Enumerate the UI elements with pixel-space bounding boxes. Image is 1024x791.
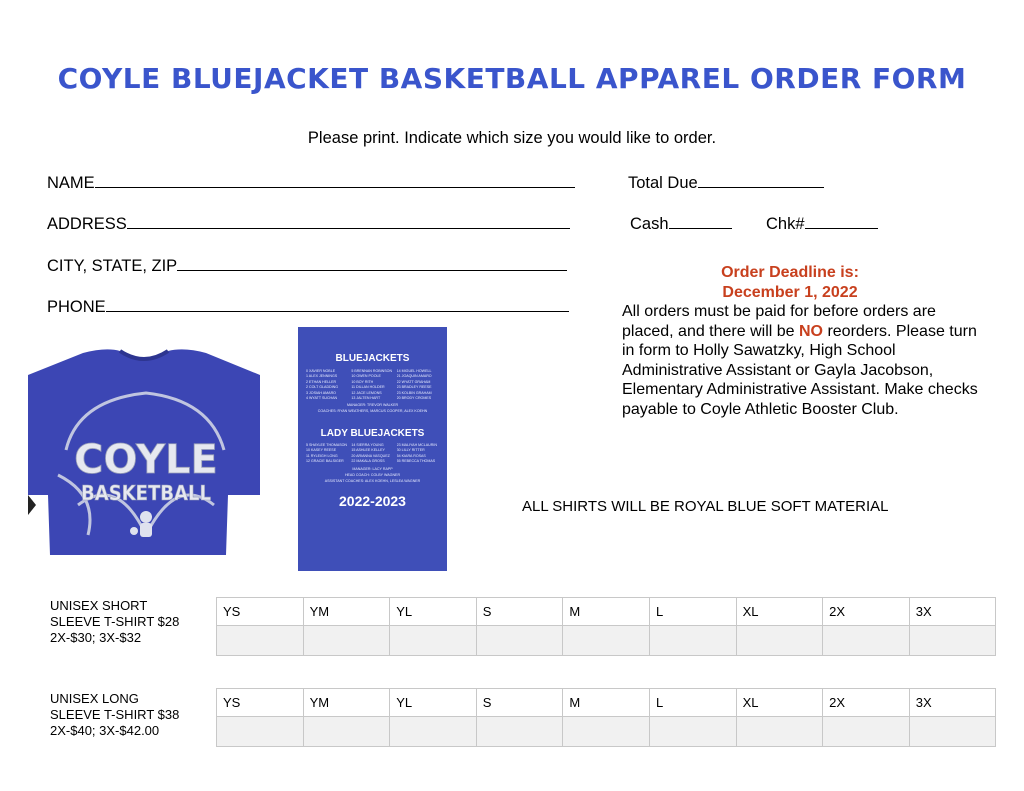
size-table-short-sleeve <box>216 597 996 656</box>
roster-player: 23 KOLBIN GRAHAM <box>396 390 432 395</box>
quantity-cell-yl[interactable] <box>390 717 477 747</box>
girls-head-coach: HEAD COACH: COLBY WAGNER <box>344 473 401 477</box>
check-line[interactable] <box>805 213 878 229</box>
quantity-cell-ym[interactable] <box>303 717 390 747</box>
quantity-cell-2x[interactable] <box>823 626 910 656</box>
quantity-cell-ys[interactable] <box>217 717 304 747</box>
total-due-line[interactable] <box>698 172 824 188</box>
size-header-3x: 3X <box>909 689 996 717</box>
size-header-yl: YL <box>390 689 477 717</box>
size-header-m: M <box>563 689 650 717</box>
city-state-zip-field[interactable] <box>47 255 567 276</box>
roster-player: 0 XAVIER NOBLE <box>306 369 336 373</box>
quantity-cell-3x[interactable] <box>909 626 996 656</box>
roster-player: 12 JACE LEMONS <box>351 390 382 395</box>
roster-player: 20 ARIANNA VASQUEZ <box>351 453 390 458</box>
size-header-2x: 2X <box>823 689 910 717</box>
roster-player: 3 JOSIAH AMARO <box>306 390 336 395</box>
name-label: NAME <box>47 174 95 192</box>
policy-part-2: reorders. Please turn in form to Holly Sawatzky, High School Administrative Assistant or Gayla Jacobson, Elementary Administrative Assistant. Make checks payable to Coyle Athletic Booster Club. <box>622 322 978 418</box>
roster-player: 30 LILLY RITTER <box>396 448 425 453</box>
product-label-line: SLEEVE T-SHIRT $38 <box>50 707 180 722</box>
boys-manager: MANAGER: TREVOR WALKER <box>346 403 399 407</box>
size-header-row <box>217 689 996 717</box>
quantity-cell-m[interactable] <box>563 717 650 747</box>
product-label-line: 2X-$30; 3X-$32 <box>50 630 142 645</box>
size-header-3x: 3X <box>909 598 996 626</box>
city-state-zip-line[interactable] <box>177 255 567 271</box>
roster-player: 55 REBECCA THOMAS <box>396 459 436 464</box>
check-label: Chk# <box>766 215 805 233</box>
quantity-cell-xl[interactable] <box>736 626 823 656</box>
quantity-cell-l[interactable] <box>649 626 736 656</box>
size-table-long-sleeve <box>216 688 996 747</box>
roster-player: 10 OWEN POOLE <box>351 374 381 379</box>
quantity-entry-row <box>217 717 996 747</box>
roster-player: 21 JOAQUIN AMARO <box>396 374 432 379</box>
quantity-cell-m[interactable] <box>563 626 650 656</box>
quantity-entry-row <box>217 626 996 656</box>
size-header-ym: YM <box>303 598 390 626</box>
roster-player: 13 JALTEN HART <box>351 396 381 401</box>
roster-player: 4 WYATT SUCHAN <box>306 396 338 401</box>
girls-assistant-coaches: ASSISTANT COACHES: ALEX KOEHN, LESLEA WAGNER <box>324 479 421 483</box>
size-header-ym: YM <box>303 689 390 717</box>
roster-player: 15 ASHLEE KELLEY <box>351 448 385 453</box>
roster-player: 23 BRADLEY REESE <box>396 385 432 390</box>
city-state-zip-label: CITY, STATE, ZIP <box>47 257 178 275</box>
size-header-l: L <box>649 689 736 717</box>
deadline-line-1: Order Deadline is: <box>721 264 859 281</box>
product-label-line: UNISEX SHORT <box>50 598 148 613</box>
order-deadline <box>620 263 960 303</box>
boys-coaches: COACHES: RYAN WEATHERS, MARCUS COOPER, ALEX KOEHN <box>317 409 428 413</box>
season-label: 2022-2023 <box>339 493 406 509</box>
size-header-m: M <box>563 598 650 626</box>
girls-roster-list <box>306 443 440 465</box>
roster-player: 2 ETHAN HELLER <box>306 379 337 384</box>
policy-part-1: All orders must be paid for before orders are placed, and there will be <box>622 303 936 340</box>
size-header-2x: 2X <box>823 598 910 626</box>
product-label-line: SLEEVE T-SHIRT $28 <box>50 614 180 629</box>
quantity-cell-2x[interactable] <box>823 717 910 747</box>
size-header-row <box>217 598 996 626</box>
roster-player: 10 BOY RITH <box>351 379 374 384</box>
policy-no-emphasis: NO <box>799 322 823 340</box>
roster-player: 5 SHAYLEE THOMASON <box>306 443 348 447</box>
size-header-xl: XL <box>736 598 823 626</box>
size-header-s: S <box>476 598 563 626</box>
roster-player: 5 BRENNAN ROBINSON <box>351 369 393 373</box>
instructions-text: Please print. Indicate which size you would like to order. <box>307 129 717 147</box>
total-due-label: Total Due <box>628 174 698 192</box>
product-label-long-sleeve <box>50 691 179 739</box>
size-header-s: S <box>476 689 563 717</box>
team-roster-poster <box>298 327 447 571</box>
size-header-yl: YL <box>390 598 477 626</box>
cash-line[interactable] <box>669 213 732 229</box>
tshirt-image <box>28 345 260 557</box>
boys-roster-title: BLUEJACKETS <box>335 353 410 364</box>
roster-player: 10 KASEY REESE <box>306 448 337 453</box>
boys-roster-list <box>306 369 440 401</box>
quantity-cell-ym[interactable] <box>303 626 390 656</box>
address-label: ADDRESS <box>47 215 127 233</box>
size-header-xl: XL <box>736 689 823 717</box>
quantity-cell-xl[interactable] <box>736 717 823 747</box>
page-title: COYLE BLUEJACKET BASKETBALL APPAREL ORDER FORM <box>57 62 967 95</box>
shirt-material-note: ALL SHIRTS WILL BE ROYAL BLUE SOFT MATERIAL <box>522 498 889 515</box>
name-field[interactable] <box>47 172 575 193</box>
cash-field[interactable] <box>630 213 732 234</box>
quantity-cell-ys[interactable] <box>217 626 304 656</box>
phone-field[interactable] <box>47 296 569 317</box>
roster-player: 22 WYATT GRAHAM <box>396 379 431 384</box>
shirt-shadow <box>28 495 36 515</box>
roster-player: 11 RYLEIGH LONG <box>306 453 338 458</box>
roster-player: 1 ALEX JENNINGS <box>306 374 338 379</box>
quantity-cell-s[interactable] <box>476 717 563 747</box>
deadline-line-2: December 1, 2022 <box>722 284 858 301</box>
address-field[interactable] <box>47 213 570 234</box>
check-field[interactable] <box>766 213 878 234</box>
quantity-cell-3x[interactable] <box>909 717 996 747</box>
shirt-line-1: COYLE <box>74 437 218 483</box>
shirt-line-2: BASKETBALL <box>81 481 212 505</box>
girls-manager: MANAGER: LACY RAPP <box>352 467 393 471</box>
size-header-l: L <box>649 598 736 626</box>
girls-roster-title: LADY BLUEJACKETS <box>320 428 425 439</box>
roster-player: 20 BRODY CROMES <box>396 396 432 401</box>
roster-player: 14 SIERRA YOUNG <box>351 443 384 447</box>
cash-label: Cash <box>630 215 669 233</box>
quantity-cell-s[interactable] <box>476 626 563 656</box>
size-header-ys: YS <box>217 598 304 626</box>
product-label-short-sleeve <box>50 598 179 646</box>
total-due-field[interactable] <box>628 172 824 193</box>
roster-player: 11 DILLAN HOLDER <box>351 385 385 390</box>
roster-player: 54 KIARA ROSAS <box>396 453 426 458</box>
quantity-cell-yl[interactable] <box>390 626 477 656</box>
roster-player: 23 MALIYAH MCLAURIN <box>396 443 437 447</box>
phone-label: PHONE <box>47 298 106 316</box>
order-policy-text <box>622 302 982 419</box>
product-label-line: 2X-$40; 3X-$42.00 <box>50 723 160 738</box>
quantity-cell-l[interactable] <box>649 717 736 747</box>
roster-player: 2 COLT GLADDING <box>306 385 339 390</box>
roster-player: 22 MAKALA GROSS <box>351 459 385 464</box>
roster-player: 14 MIGUEL HOWELL <box>396 369 432 373</box>
size-header-ys: YS <box>217 689 304 717</box>
phone-line[interactable] <box>106 296 569 312</box>
product-label-line: UNISEX LONG <box>50 691 139 706</box>
name-line[interactable] <box>95 172 575 188</box>
address-line[interactable] <box>127 213 570 229</box>
roster-player: 12 GRACIE BALSIGER <box>306 459 344 464</box>
